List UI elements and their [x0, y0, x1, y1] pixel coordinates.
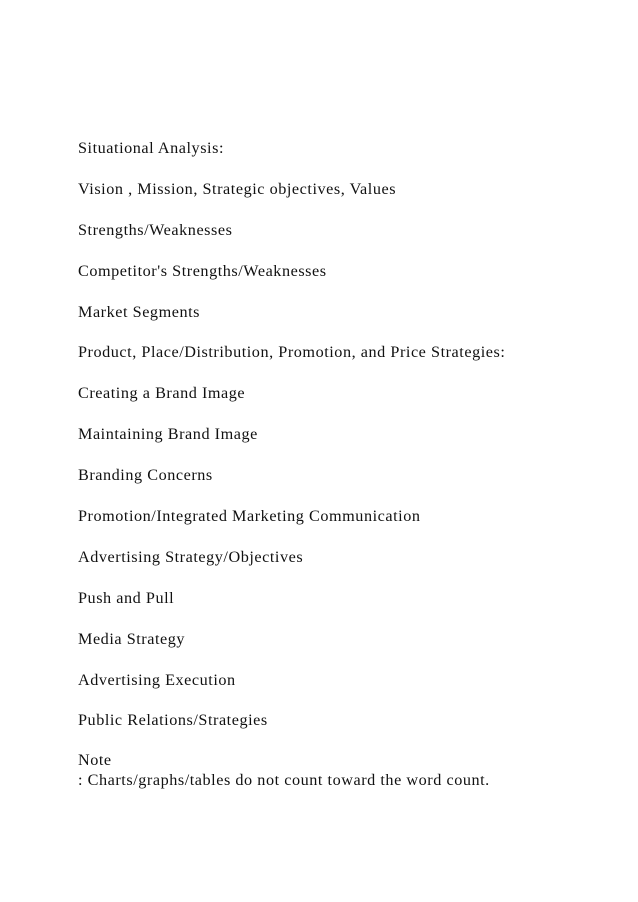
outline-line: Push and Pull: [78, 588, 175, 607]
outline-list: [78, 138, 618, 751]
outline-line: Product, Place/Distribution, Promotion, and Price Strategies:: [78, 343, 506, 362]
outline-line: Strengths/Weaknesses: [78, 220, 233, 239]
note-text: : Charts/graphs/tables do not count toward the word count.: [78, 771, 490, 789]
outline-line: Maintaining Brand Image: [78, 425, 258, 444]
outline-line: Vision , Mission, Strategic objectives, Values: [78, 179, 397, 198]
outline-line: Public Relations/Strategies: [78, 711, 268, 730]
outline-line: Situational Analysis:: [78, 139, 224, 157]
outline-line: Advertising Execution: [78, 670, 236, 689]
note-label: Note: [78, 751, 112, 769]
outline-line: Advertising Strategy/Objectives: [78, 547, 304, 566]
outline-line: Competitor's Strengths/Weaknesses: [78, 261, 327, 280]
outline-line: Media Strategy: [78, 629, 186, 648]
note-block: [78, 750, 618, 790]
outline-line: Branding Concerns: [78, 466, 213, 485]
outline-line: Creating a Brand Image: [78, 384, 246, 403]
outline-line: Market Segments: [78, 302, 200, 321]
outline-line: Promotion/Integrated Marketing Communication: [78, 507, 421, 526]
